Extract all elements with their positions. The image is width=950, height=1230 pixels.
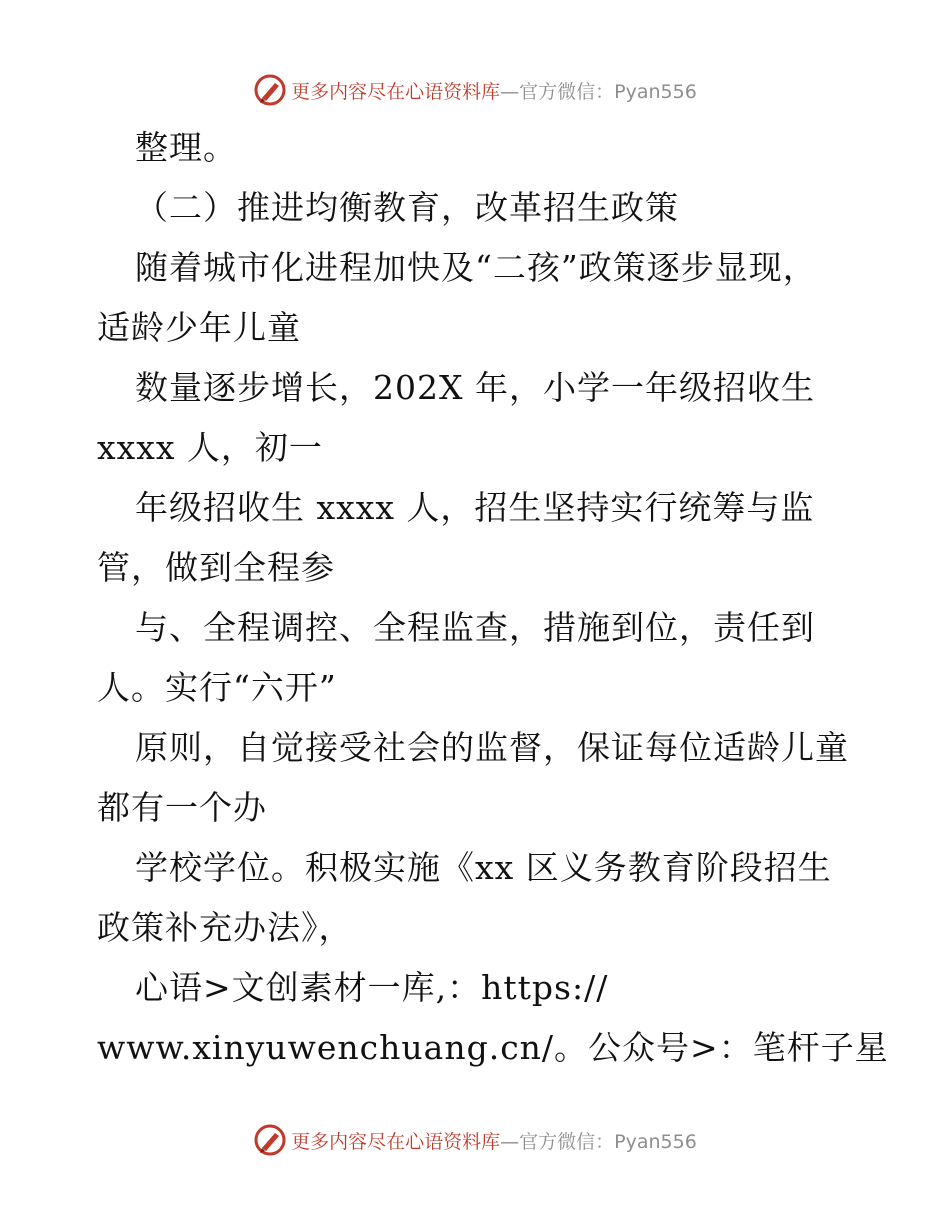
pen-logo-icon (253, 73, 287, 107)
document-body (97, 118, 889, 1078)
text-line: xxxx 人，初一 (97, 428, 323, 467)
text-line: 管，做到全程参 (97, 548, 335, 587)
section-heading: （二）推进均衡教育，改革招生政策 (135, 188, 679, 227)
text-line: 人。实行“六开” (97, 668, 337, 707)
footer-wechat: —官方微信：Pyan556 (500, 1130, 697, 1153)
footer-site-name: 更多内容尽在心语资料库 (291, 1130, 501, 1153)
pen-logo-icon (253, 1123, 287, 1157)
header-wechat: —官方微信：Pyan556 (500, 80, 697, 103)
footer-watermark (0, 1120, 950, 1160)
text-line: 整理。 (135, 128, 237, 167)
text-line: 数量逐步增长，202X 年，小学一年级招收生 (135, 368, 815, 407)
text-line: 心语>文创素材一库,：https:// (135, 968, 609, 1007)
text-line: 原则，自觉接受社会的监督，保证每位适龄儿童 (135, 728, 849, 767)
header-watermark (0, 70, 950, 110)
text-line: 随着城市化进程加快及“二孩”政策逐步显现， (135, 248, 817, 287)
header-site-name: 更多内容尽在心语资料库 (291, 80, 501, 103)
text-line: 年级招收生 xxxx 人，招生坚持实行统筹与监 (135, 488, 815, 527)
text-line: 政策补充办法》， (97, 908, 353, 947)
text-line: 与、全程调控、全程监查，措施到位，责任到 (135, 608, 815, 647)
text-line: 适龄少年儿童 (97, 308, 301, 347)
text-line: 都有一个办 (97, 788, 267, 827)
text-line: 学校学位。积极实施《xx 区义务教育阶段招生 (135, 848, 832, 887)
text-line: www.xinyuwenchuang.cn/。公众号>：笔杆子星 (97, 1028, 889, 1067)
